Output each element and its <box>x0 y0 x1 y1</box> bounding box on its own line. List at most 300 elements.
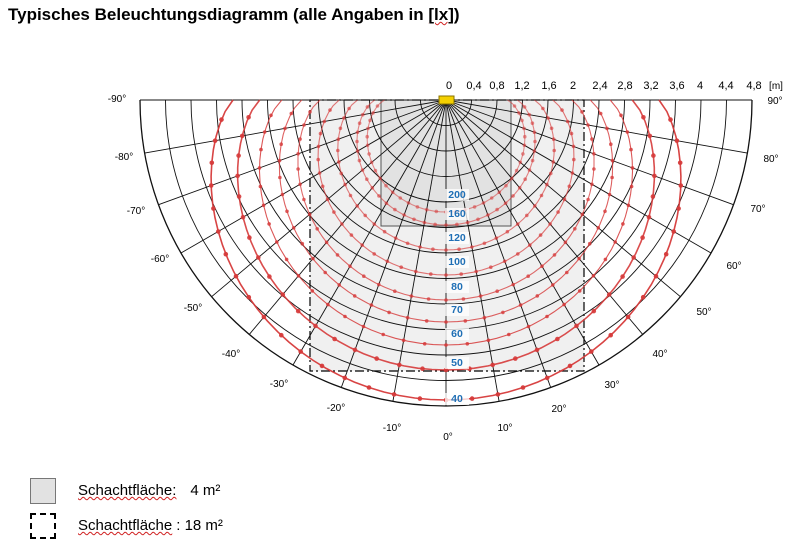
isolux-point <box>444 273 448 277</box>
isolux-point <box>550 127 554 131</box>
isolux-point <box>285 258 289 262</box>
distance-label: 4 <box>696 80 704 92</box>
angle-label: -70° <box>126 206 146 217</box>
isolux-point <box>565 271 569 275</box>
isolux-point <box>356 149 360 153</box>
isolux-point <box>671 229 676 234</box>
isolux-point <box>592 274 596 278</box>
isolux-point <box>626 315 631 320</box>
isolux-label: 70 <box>451 304 463 316</box>
isolux-point <box>323 271 327 275</box>
isolux-point <box>259 185 263 189</box>
angle-label: 60° <box>726 261 742 272</box>
isolux-point <box>370 303 374 307</box>
isolux-point <box>539 233 543 237</box>
isolux-point <box>298 183 302 187</box>
isolux-point <box>355 204 359 208</box>
isolux-point <box>592 167 596 171</box>
isolux-point <box>235 174 240 179</box>
isolux-point <box>540 264 544 268</box>
isolux-point <box>423 221 427 225</box>
isolux-point <box>246 115 251 120</box>
isolux-point <box>397 363 402 368</box>
isolux-point <box>520 119 524 123</box>
isolux-point <box>420 366 425 371</box>
isolux-label: 160 <box>448 208 466 220</box>
isolux-point <box>376 104 380 108</box>
isolux-point <box>553 253 557 257</box>
isolux-point <box>343 315 347 319</box>
isolux-label: 60 <box>451 328 463 340</box>
isolux-point <box>607 292 612 297</box>
isolux-point <box>425 319 429 323</box>
isolux-point <box>464 319 468 323</box>
isolux-point <box>402 339 406 343</box>
angle-label: -40° <box>221 349 241 360</box>
isolux-point <box>564 241 568 245</box>
isolux-point <box>326 303 330 307</box>
isolux-point <box>343 183 347 187</box>
isolux-point <box>522 127 526 131</box>
isolux-point <box>580 110 584 114</box>
isolux-point <box>651 194 656 199</box>
isolux-point <box>528 168 532 172</box>
isolux-point <box>431 247 435 251</box>
isolux-point <box>358 159 362 163</box>
isolux-point <box>523 144 527 148</box>
isolux-point <box>414 270 418 274</box>
isolux-point <box>365 177 369 181</box>
isolux-point <box>515 169 519 173</box>
isolux-point <box>325 241 329 245</box>
distance-label: 2,8 <box>617 80 633 92</box>
angle-label: -30° <box>269 379 289 390</box>
isolux-point <box>298 349 303 354</box>
isolux-point <box>365 135 369 139</box>
isolux-point <box>367 152 371 156</box>
isolux-point <box>548 222 552 226</box>
distance-label: 4,4 <box>718 80 734 92</box>
isolux-point <box>283 127 287 131</box>
isolux-point <box>487 339 491 343</box>
isolux-point <box>608 333 613 338</box>
angle-label: 70° <box>750 204 766 215</box>
isolux-point <box>470 396 475 401</box>
isolux-point <box>489 265 493 269</box>
isolux-point <box>237 194 242 199</box>
isolux-point <box>315 227 319 231</box>
isolux-point <box>234 274 239 279</box>
large-shaft-swatch <box>30 513 56 539</box>
isolux-point <box>340 222 344 226</box>
isolux-point <box>654 274 659 279</box>
isolux-point <box>399 196 403 200</box>
isolux-point <box>536 294 540 298</box>
angle-label: 50° <box>696 307 712 318</box>
isolux-point <box>483 242 487 246</box>
distance-unit-label: [m] <box>769 81 783 92</box>
isolux-point <box>262 204 266 208</box>
isolux-point <box>267 274 272 279</box>
isolux-point <box>387 311 391 315</box>
isolux-point <box>551 160 555 164</box>
isolux-point <box>551 283 555 287</box>
isolux-point <box>366 144 370 148</box>
isolux-point <box>498 191 502 195</box>
isolux-point <box>418 245 422 249</box>
isolux-point <box>581 213 585 217</box>
isolux-point <box>641 295 646 300</box>
isolux-point <box>275 240 279 244</box>
isolux-point <box>620 274 625 279</box>
isolux-point <box>308 110 312 114</box>
isolux-point <box>353 348 358 353</box>
distance-label: 1,6 <box>541 80 557 92</box>
isolux-point <box>552 137 556 141</box>
isolux-point <box>256 255 261 260</box>
isolux-point <box>374 169 378 173</box>
isolux-point <box>219 117 224 122</box>
isolux-point <box>425 208 429 212</box>
isolux-label: 200 <box>448 189 466 201</box>
angle-label: 0° <box>443 432 453 443</box>
isolux-point <box>457 247 461 251</box>
isolux-point <box>563 198 567 202</box>
angle-label: 40° <box>652 349 668 360</box>
isolux-point <box>592 309 597 314</box>
isolux-point <box>279 333 284 338</box>
isolux-point <box>540 194 544 198</box>
isolux-point <box>676 206 681 211</box>
isolux-point <box>355 140 359 144</box>
isolux-point <box>586 198 590 202</box>
isolux-point <box>541 107 545 111</box>
angle-label: -20° <box>326 403 346 414</box>
isolux-point <box>279 142 283 146</box>
isolux-point <box>568 185 572 189</box>
isolux-point <box>349 194 353 198</box>
isolux-point <box>611 159 615 163</box>
isolux-point <box>429 272 433 276</box>
isolux-point <box>527 325 531 329</box>
isolux-point <box>339 172 343 176</box>
isolux-point <box>589 349 594 354</box>
distance-label: 4,8 <box>746 80 762 92</box>
isolux-point <box>482 201 486 205</box>
isolux-point <box>209 183 214 188</box>
isolux-point <box>313 324 318 329</box>
isolux-point <box>496 392 501 397</box>
isolux-point <box>373 222 377 226</box>
isolux-point <box>236 153 241 158</box>
isolux-point <box>545 315 549 319</box>
angle-label: 90° <box>767 96 783 107</box>
distance-label: 2 <box>569 80 577 92</box>
isolux-point <box>416 205 420 209</box>
isolux-point <box>427 297 431 301</box>
isolux-point <box>549 172 553 176</box>
isolux-point <box>384 184 388 188</box>
isolux-point <box>526 274 530 278</box>
isolux-point <box>332 210 336 214</box>
isolux-point <box>361 113 365 117</box>
isolux-point <box>573 227 577 231</box>
isolux-label: 100 <box>448 256 466 268</box>
isolux-point <box>668 117 673 122</box>
isolux-point <box>259 148 263 152</box>
isolux-point <box>631 255 636 260</box>
isolux-point <box>366 105 370 109</box>
isolux-point <box>358 121 362 125</box>
isolux-point <box>510 177 514 181</box>
isolux-point <box>486 213 490 217</box>
isolux-point <box>513 356 518 361</box>
isolux-point <box>459 272 463 276</box>
angle-label: -90° <box>107 94 127 105</box>
isolux-point <box>507 333 511 337</box>
isolux-point <box>535 348 540 353</box>
isolux-point <box>317 145 321 149</box>
isolux-point <box>516 252 520 256</box>
isolux-point <box>407 201 411 205</box>
angle-label: -50° <box>183 303 203 314</box>
isolux-point <box>566 120 570 124</box>
isolux-point <box>297 274 301 278</box>
isolux-point <box>319 132 323 136</box>
isolux-point <box>470 245 474 249</box>
isolux-point <box>517 111 521 115</box>
isolux-point <box>597 226 601 230</box>
isolux-point <box>592 152 596 156</box>
isolux-point <box>651 153 656 158</box>
isolux-point <box>435 210 439 214</box>
isolux-point <box>578 289 582 293</box>
isolux-point <box>353 294 357 298</box>
isolux-point <box>363 214 367 218</box>
isolux-point <box>533 130 537 134</box>
isolux-point <box>372 252 376 256</box>
isolux-point <box>574 324 579 329</box>
isolux-point <box>490 196 494 200</box>
isolux-point <box>570 132 574 136</box>
isolux-point <box>546 116 550 120</box>
distance-label: 0,4 <box>466 80 482 92</box>
isolux-point <box>410 294 414 298</box>
isolux-point <box>362 274 366 278</box>
isolux-point <box>296 309 301 314</box>
isolux-point <box>348 264 352 268</box>
isolux-point <box>406 316 410 320</box>
isolux-point <box>210 161 215 166</box>
small-shaft-swatch <box>30 478 56 504</box>
isolux-point <box>577 257 581 261</box>
isolux-point <box>240 134 245 139</box>
isolux-point <box>444 248 448 252</box>
isolux-point <box>302 198 306 202</box>
isolux-point <box>371 186 375 190</box>
isolux-point <box>368 119 372 123</box>
isolux-point <box>523 135 527 139</box>
isolux-point <box>629 148 633 152</box>
isolux-point <box>533 149 537 153</box>
isolux-point <box>321 185 325 189</box>
angle-label: 20° <box>551 404 567 415</box>
isolux-point <box>308 213 312 217</box>
legend-2-value: : 18 m² <box>176 517 223 534</box>
isolux-point <box>337 137 341 141</box>
isolux-point <box>423 342 427 346</box>
isolux-label: 40 <box>451 393 463 405</box>
angle-label: -80° <box>114 152 134 163</box>
isolux-point <box>621 222 625 226</box>
isolux-point <box>406 242 410 246</box>
isolux-point <box>545 183 549 187</box>
isolux-point <box>247 235 252 240</box>
isolux-point <box>619 114 623 118</box>
isolux-point <box>360 243 364 247</box>
isolux-point <box>278 176 282 180</box>
isolux-point <box>586 123 590 127</box>
isolux-label: 50 <box>451 357 463 369</box>
isolux-point <box>332 337 337 342</box>
isolux-point <box>462 297 466 301</box>
isolux-point <box>444 343 448 347</box>
isolux-point <box>501 311 505 315</box>
isolux-point <box>262 315 267 320</box>
isolux-point <box>610 176 614 180</box>
isolux-point <box>378 177 382 181</box>
isolux-point <box>503 260 507 264</box>
isolux-point <box>555 337 560 342</box>
isolux-point <box>604 258 608 262</box>
isolux-point <box>391 191 395 195</box>
isolux-point <box>326 198 330 202</box>
isolux-point <box>519 303 523 307</box>
isolux-point <box>412 218 416 222</box>
isolux-point <box>356 130 360 134</box>
isolux-point <box>362 325 366 329</box>
isolux-point <box>568 364 573 369</box>
isolux-point <box>399 265 403 269</box>
isolux-point <box>609 142 613 146</box>
isolux-point <box>336 149 340 153</box>
isolux-point <box>473 205 477 209</box>
luminaire-icon <box>439 96 454 104</box>
isolux-point <box>572 145 576 149</box>
isolux-point <box>328 108 332 112</box>
isolux-point <box>292 226 296 230</box>
isolux-point <box>386 260 390 264</box>
isolux-point <box>678 161 683 166</box>
isolux-point <box>296 152 300 156</box>
isolux-point <box>343 376 348 381</box>
isolux-point <box>523 105 527 109</box>
isolux-point <box>433 223 437 227</box>
isolux-point <box>241 215 246 220</box>
isolux-point <box>281 193 285 197</box>
isolux-point <box>383 230 387 234</box>
isolux-point <box>350 233 354 237</box>
isolux-point <box>285 210 289 214</box>
isolux-point <box>281 292 286 297</box>
isolux-point <box>302 123 306 127</box>
isolux-point <box>476 218 480 222</box>
isolux-point <box>455 223 459 227</box>
isolux-point <box>571 171 575 175</box>
isolux-point <box>301 242 305 246</box>
isolux-point <box>552 149 556 153</box>
legend-1-value: 4 m² <box>190 482 221 499</box>
isolux-point <box>323 120 327 124</box>
distance-label: 0 <box>445 80 453 92</box>
isolux-point <box>599 112 603 116</box>
angle-label: 80° <box>763 154 779 165</box>
isolux-point <box>337 160 341 164</box>
isolux-point <box>320 364 325 369</box>
isolux-point <box>511 194 515 198</box>
isolux-point <box>640 235 645 240</box>
distance-label: 3,2 <box>643 80 659 92</box>
isolux-point <box>311 257 315 261</box>
isolux-point <box>377 283 381 287</box>
isolux-point <box>504 184 508 188</box>
isolux-point <box>385 201 389 205</box>
isolux-point <box>342 116 346 120</box>
distance-label: 2,4 <box>592 80 608 92</box>
isolux-point <box>224 252 229 257</box>
isolux-point <box>504 201 508 205</box>
isolux-point <box>527 113 531 117</box>
isolux-point <box>490 363 495 368</box>
isolux-point <box>474 270 478 274</box>
isolux-point <box>631 166 635 170</box>
isolux-point <box>296 167 300 171</box>
isolux-point <box>516 222 520 226</box>
isolux-point <box>525 214 529 218</box>
isolux-point <box>506 230 510 234</box>
isolux-point <box>641 115 646 120</box>
luminaire-body <box>439 96 454 104</box>
isolux-point <box>444 320 448 324</box>
isolux-point <box>483 316 487 320</box>
isolux-point <box>479 294 483 298</box>
isolux-point <box>588 242 592 246</box>
isolux-point <box>675 138 680 143</box>
isolux-point <box>603 210 607 214</box>
isolux-point <box>336 253 340 257</box>
isolux-point <box>679 183 684 188</box>
isolux-point <box>533 204 537 208</box>
isolux-point <box>513 104 517 108</box>
diagram-title: Typisches Beleuchtungsdiagramm (alle Angaben in [lx]) <box>8 5 460 24</box>
isolux-point <box>648 134 653 139</box>
isolux-point <box>562 303 566 307</box>
isolux-point <box>298 137 302 141</box>
distance-label: 1,2 <box>514 80 530 92</box>
isolux-point <box>216 229 221 234</box>
isolux-point <box>590 183 594 187</box>
isolux-point <box>258 166 262 170</box>
isolux-point <box>377 194 381 198</box>
isolux-point <box>318 171 322 175</box>
isolux-point <box>393 208 397 212</box>
isolux-point <box>630 185 634 189</box>
isolux-point <box>367 385 372 390</box>
isolux-point <box>523 177 527 181</box>
isolux-point <box>393 289 397 293</box>
angle-label: -10° <box>382 423 402 434</box>
isolux-point <box>590 137 594 141</box>
